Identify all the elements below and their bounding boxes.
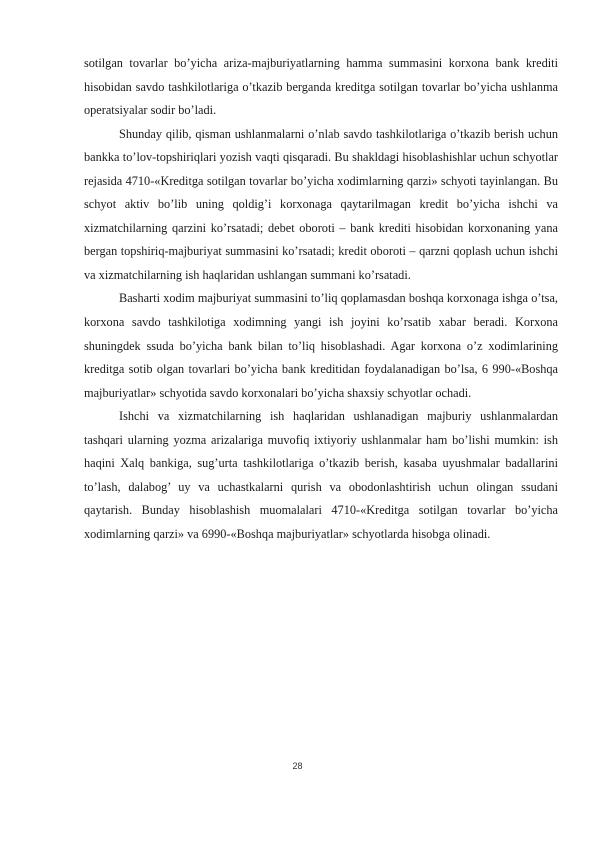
paragraph-continuation: sotilgan tovarlar bo’yicha ariza-majburiyatlarning hamma summasini korxona bank krediti hisobidan savdo tashkilotlariga o’tkazib berganda kreditga sotilgan tovarlar bo’yicha ushlanma operatsiyalar sodir bo’ladi. <box>84 56 558 118</box>
paragraph-account-4710: Shunday qilib, qisman ushlanmalarni o’nlab savdo tashkilotlariga o’tkazib berish uchun bankka to’lov-topshiriqlari yozish vaqti qisqaradi. Bu shakldagi hisoblashishlar uchun schyotlar rejasida 4710-«Kreditga sotilgan tovarlar bo’yicha xodimlarning qarzi» schyoti tayinlangan. Bu schyot aktiv bo’lib uning qoldig’i korxonaga qaytarilmagan kredit bo’yicha ishchi va xizmatchilarning qarzini ko’rsatadi; debet oboroti – bank krediti hisobidan korxonaning yana bergan topshiriq-majburiyat summasini ko’rsatadi; kredit oboroti – qarzni qoplash uchun ishchi va xizmatchilarning ish haqlaridan ushlangan summani ko’rsatadi. <box>84 126 558 282</box>
paragraph-job-transfer: Basharti xodim majburiyat summasini to’liq qoplamasdan boshqa korxonaga ishga o’tsa, korxona savdo tashkilotiga xodimning yangi ish joyini ko’rsatib xabar beradi. Korxona shuningdek ssuda bo’yicha bank bilan to’liq hisoblashadi. Agar korxona o’z xodimlarining kreditga sotib olgan tovarlari bo’yicha bank kreditidan foydalanadigan bo’lsa, 6 990-«Boshqa majburiyatlar» schyotida savdo korxonalari bo’yicha shaxsiy schyotlar ochadi. <box>84 291 558 400</box>
paragraph-voluntary-deductions: Ishchi va xizmatchilarning ish haqlaridan ushlanadigan majburiy ushlanmalardan tashqari ularning yozma arizalariga muvofiq ixtiyoriy ushlanmalar ham bo’lishi mumkin: ish haqini Xalq bankiga, sug’urta tashkilotlariga o’tkazib berish, kasaba uyushmalar badallarini to’lash, dalabog’ uy va uchastkalarni qurish va obodonlashtirish uchun olingan ssudani qaytarish. Bunday hisoblashish muomalalari 4710-«Kreditga sotilgan tovarlar bo’yicha xodimlarning qarzi» va 6990-«Boshqa majburiyatlar» schyotlarda hisobga olinadi. <box>84 409 558 541</box>
page-number: 28 <box>292 761 303 771</box>
page-body <box>84 52 558 546</box>
